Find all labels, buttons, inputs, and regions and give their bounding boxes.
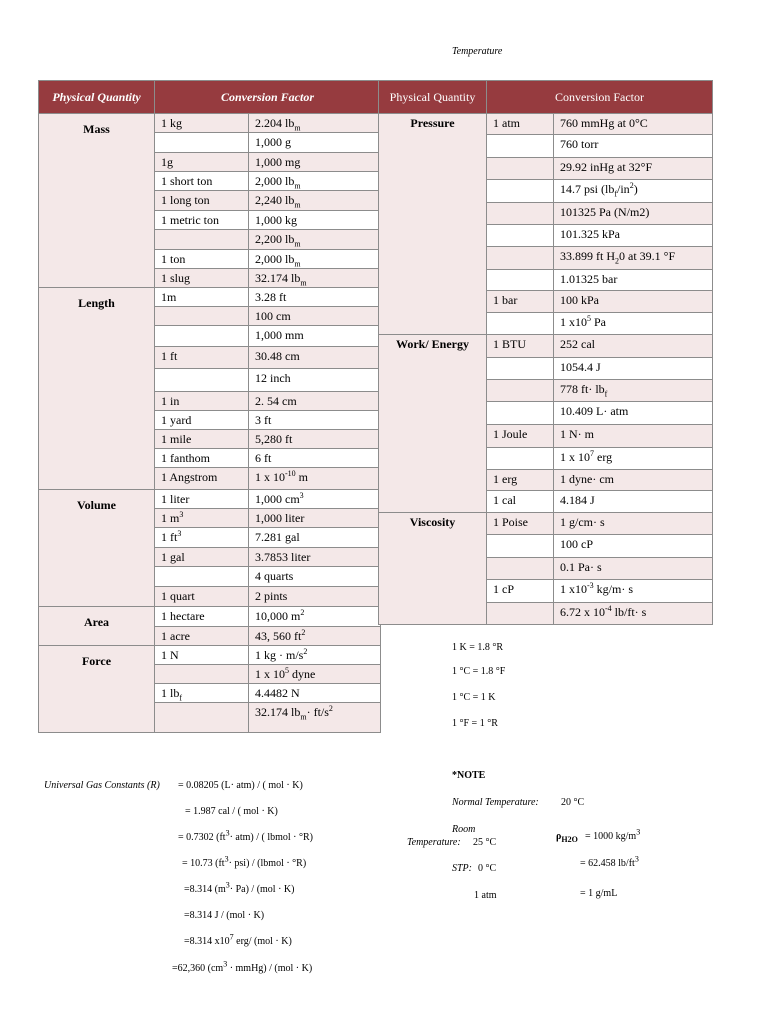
unit-cell: 1 short ton	[155, 172, 249, 191]
value-cell: 1 x $10^7$ erg	[554, 448, 713, 470]
stp-pressure: 1 atm	[474, 890, 497, 901]
value-cell: 3.28 ft	[249, 288, 381, 307]
unit-cell	[155, 133, 249, 153]
unit-cell	[155, 326, 249, 347]
unit-cell: 1 atm	[487, 114, 554, 135]
unit-cell	[487, 313, 554, 335]
gas-constant-value: = 0.7302 $(ft^3\cdot atm)$ / ( lbmol · °R)	[178, 828, 314, 843]
unit-cell: 1 N	[155, 646, 249, 665]
unit-cell: 1 liter	[155, 490, 249, 509]
unit-cell: 1 mile	[155, 430, 249, 449]
value-cell: 1,000 kg	[249, 211, 381, 230]
value-cell: 5,280 ft	[249, 430, 381, 449]
value-cell: 1,000 $cm^3$	[249, 490, 381, 509]
value-cell: 1.01325 bar	[554, 270, 713, 291]
value-cell: 0.1 Pa· s	[554, 558, 713, 580]
unit-cell: 1 $ft^3$	[155, 528, 249, 548]
value-cell: 10,000 $m^2$	[249, 607, 381, 627]
header-conversion-factor: Conversion Factor	[487, 81, 713, 114]
value-cell: 30.48 cm	[249, 347, 381, 369]
value-cell: 1,000 mm	[249, 326, 381, 347]
value-cell: 32.174 $lb_m$	[249, 269, 381, 288]
unit-cell: 1 metric ton	[155, 211, 249, 230]
unit-cell	[487, 535, 554, 558]
note-title: *NOTE	[452, 770, 486, 781]
table-row	[39, 490, 381, 509]
table-row	[379, 335, 713, 358]
unit-cell: 1 erg	[487, 470, 554, 491]
unit-cell	[487, 380, 554, 402]
quantity-area: Area	[39, 607, 155, 646]
temp-equiv-4: 1 °F = 1 °R	[452, 718, 498, 729]
unit-cell: 1 Poise	[487, 513, 554, 535]
value-cell: 1 g/cm· s	[554, 513, 713, 535]
unit-cell	[487, 158, 554, 180]
value-cell: 101325 Pa (N/m2)	[554, 203, 713, 225]
table-row	[379, 114, 713, 135]
gas-constants-label: Universal Gas Constants (R)	[44, 780, 160, 791]
unit-cell	[155, 230, 249, 250]
unit-cell: 1 gal	[155, 548, 249, 567]
value-cell: 33.899 ft $H_20$ at 39.1 °F	[554, 247, 713, 270]
unit-cell: 1 ton	[155, 250, 249, 269]
header-physical-quantity: Physical Quantity	[379, 81, 487, 114]
unit-cell: 1 ft	[155, 347, 249, 369]
unit-cell: 1 kg	[155, 114, 249, 133]
value-cell: 4.4482 N	[249, 684, 381, 703]
gas-constant-value: = 10.73 $(ft^3\cdot psi)$ / (lbmol · °R)	[182, 854, 307, 869]
value-cell: 4 quarts	[249, 567, 381, 587]
gas-constant-value: =8.314 J / (mol · K)	[184, 910, 265, 921]
value-cell: 1,000 liter	[249, 509, 381, 528]
value-cell: 1,000 mg	[249, 153, 381, 172]
header-conversion-factor: Conversion Factor	[155, 81, 381, 114]
value-cell: 3 ft	[249, 411, 381, 430]
value-cell: 100 kPa	[554, 291, 713, 313]
unit-cell	[487, 225, 554, 247]
value-cell: 1 x $10^{-10}$ m	[249, 468, 381, 490]
room-temp-label-1: Room	[452, 824, 476, 835]
unit-cell	[487, 603, 554, 625]
rho-value-3: = 1 g/mL	[580, 888, 618, 899]
value-cell: 1 $x10^5$ Pa	[554, 313, 713, 335]
conversion-table-left	[38, 80, 381, 733]
table-row	[379, 513, 713, 535]
unit-cell	[487, 358, 554, 380]
normal-temp-label: Normal Temperature:	[452, 797, 539, 808]
value-cell: 2. 54 cm	[249, 392, 381, 411]
table-row	[39, 607, 381, 627]
unit-cell: 1 fanthom	[155, 449, 249, 468]
value-cell: 12 inch	[249, 369, 381, 392]
normal-temp-value: 20 °C	[561, 797, 585, 808]
unit-cell	[487, 448, 554, 470]
unit-cell	[155, 665, 249, 684]
value-cell: 1 dyne· cm	[554, 470, 713, 491]
quantity-viscosity: Viscosity	[379, 513, 487, 625]
unit-cell	[487, 247, 554, 270]
gas-constant-value: =8.314 $x10^7$ erg/ (mol · K)	[184, 932, 292, 947]
room-temp-value: 25 °C	[473, 837, 497, 848]
unit-cell: 1 BTU	[487, 335, 554, 358]
unit-cell	[155, 307, 249, 326]
unit-cell	[487, 180, 554, 203]
rho-value-2: = 62.458 $lb/ft^3$	[580, 854, 639, 869]
value-cell: 100 cm	[249, 307, 381, 326]
stp-value: 0 °C	[478, 863, 497, 874]
value-cell: 1,000 g	[249, 133, 381, 153]
value-cell: 7.281 gal	[249, 528, 381, 548]
gas-constant-value: = 0.08205 (L· atm) / ( mol · K)	[178, 780, 303, 791]
unit-cell: 1 acre	[155, 627, 249, 646]
unit-cell	[487, 558, 554, 580]
unit-cell: 1 in	[155, 392, 249, 411]
top-note: Temperature	[452, 46, 503, 57]
value-cell: 29.92 inHg at 32°F	[554, 158, 713, 180]
unit-cell: 1 Joule	[487, 425, 554, 448]
value-cell: 6.72 x $10^{-4}$ lb/ft· s	[554, 603, 713, 625]
value-cell: 252 cal	[554, 335, 713, 358]
stp-label: STP:	[452, 863, 472, 874]
unit-cell: 1 cP	[487, 580, 554, 603]
quantity-force: Force	[39, 646, 155, 733]
value-cell: 2.204 $lb_m$	[249, 114, 381, 133]
value-cell: 1054.4 J	[554, 358, 713, 380]
value-cell: 1 kg · $m/s^2$	[249, 646, 381, 665]
value-cell: 32.174 $lb_m\cdot ft/s^2$	[249, 703, 381, 733]
conversion-table-right	[378, 80, 713, 625]
unit-cell: 1 long ton	[155, 191, 249, 211]
unit-cell: 1 cal	[487, 491, 554, 513]
value-cell: 2,000 $lb_m$	[249, 172, 381, 191]
value-cell: 100 cP	[554, 535, 713, 558]
room-temp-label-2: Temperature:	[407, 837, 461, 848]
unit-cell	[487, 270, 554, 291]
unit-cell	[487, 402, 554, 425]
quantity-volume: Volume	[39, 490, 155, 607]
gas-constant-value: =8.314 $(m^3\cdot Pa) / (mol \cdot K)$	[184, 880, 295, 895]
value-cell: 1 N· m	[554, 425, 713, 448]
unit-cell	[155, 703, 249, 733]
value-cell: 101.325 kPa	[554, 225, 713, 247]
value-cell: 3.7853 liter	[249, 548, 381, 567]
unit-cell: 1 hectare	[155, 607, 249, 627]
value-cell: 4.184 J	[554, 491, 713, 513]
value-cell: 1 $x10^{-3}$ kg/m· s	[554, 580, 713, 603]
table-row	[39, 646, 381, 665]
value-cell: 2,200 $lb_m$	[249, 230, 381, 250]
quantity-pressure: Pressure	[379, 114, 487, 335]
temp-equiv-2: 1 °C = 1.8 °F	[452, 666, 506, 677]
unit-cell: 1m	[155, 288, 249, 307]
gas-constant-value: = 1.987 cal / ( mol · K)	[185, 806, 278, 817]
quantity-work: Work/ Energy	[379, 335, 487, 513]
value-cell: 2,000 $lb_m$	[249, 250, 381, 269]
unit-cell: 1 yard	[155, 411, 249, 430]
value-cell: 43, 560 $ft^2$	[249, 627, 381, 646]
quantity-length: Length	[39, 288, 155, 490]
unit-cell: 1 slug	[155, 269, 249, 288]
unit-cell: 1 quart	[155, 587, 249, 607]
value-cell: 760 torr	[554, 135, 713, 158]
unit-cell	[487, 203, 554, 225]
unit-cell	[155, 567, 249, 587]
value-cell: 2,240 $lb_m$	[249, 191, 381, 211]
unit-cell: 1g	[155, 153, 249, 172]
quantity-mass: Mass	[39, 114, 155, 288]
unit-cell: 1 $lb_f$	[155, 684, 249, 703]
table-row	[39, 288, 381, 307]
temp-equiv-1: 1 K = 1.8 °R	[452, 642, 504, 653]
value-cell: 6 ft	[249, 449, 381, 468]
gas-constant-value: =62,360 ($cm^3$ · mmHg) / (mol · K)	[172, 959, 313, 974]
unit-cell: 1 $m^3$	[155, 509, 249, 528]
value-cell: 760 mmHg at 0°C	[554, 114, 713, 135]
value-cell: 778 $ft\cdot lb_f$	[554, 380, 713, 402]
value-cell: 10.409 L· atm	[554, 402, 713, 425]
value-cell: 14.7 psi $(lb_f/in^2)$	[554, 180, 713, 203]
unit-cell: 1 bar	[487, 291, 554, 313]
value-cell: 1 x $10^5$ dyne	[249, 665, 381, 684]
unit-cell	[487, 135, 554, 158]
rho-value-1: = 1000 $kg/m^3$	[585, 827, 641, 842]
table-row	[39, 114, 381, 133]
rho-label: $\rho_{H2O}$	[556, 831, 578, 844]
value-cell: 2 pints	[249, 587, 381, 607]
temp-equiv-3: 1 °C = 1 K	[452, 692, 496, 703]
header-physical-quantity: Physical Quantity	[39, 81, 155, 114]
unit-cell	[155, 369, 249, 392]
unit-cell: 1 Angstrom	[155, 468, 249, 490]
